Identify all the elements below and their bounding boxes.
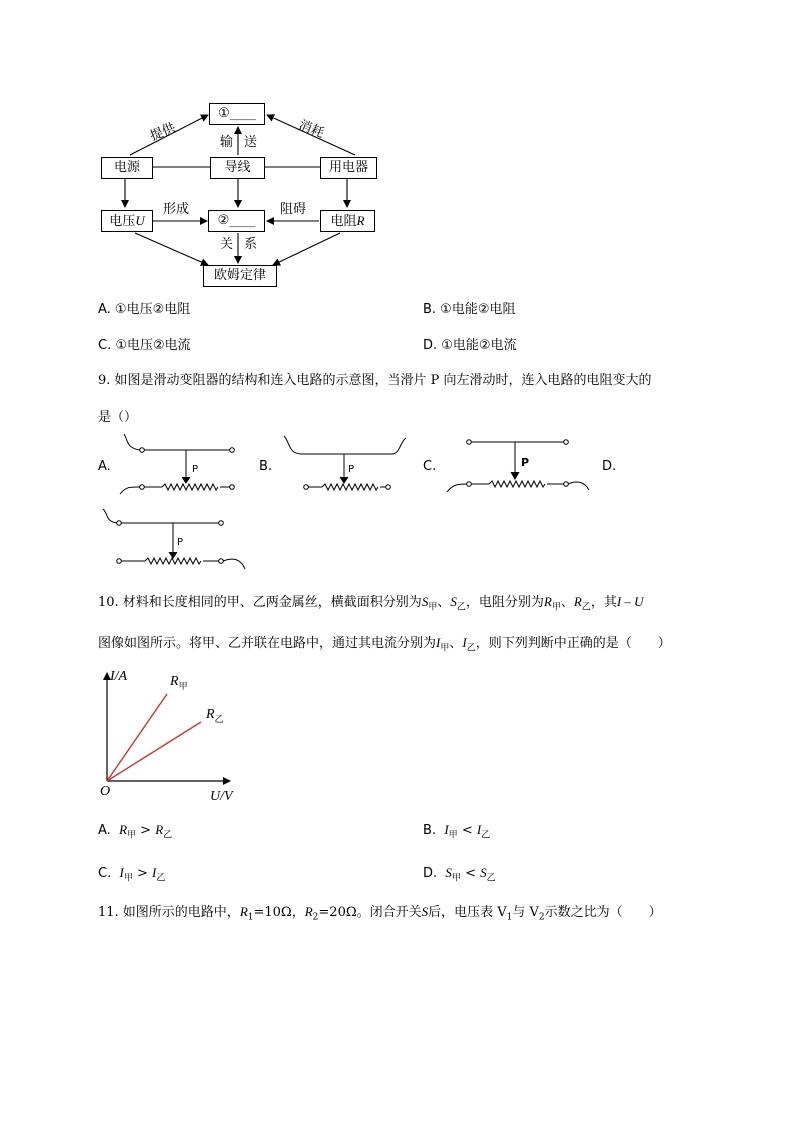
opt-d-lt: < [465,866,476,881]
q10-r-symbol: R [543,594,552,609]
opt-c-jia: 甲 [123,873,133,884]
q10-iu: I – U [616,594,644,609]
opt-c-i2: I [152,865,157,880]
q11-text-c: 与 V [512,905,539,920]
q8-option-b[interactable]: B. ①电能②电阻 [423,302,516,317]
q11-text-b: 后，电压表 V [428,905,507,920]
q11-r2-sub: 2 [312,912,319,923]
rheostat-b-slider-label: P [348,464,355,475]
opt-b-lt: < [461,823,473,838]
q10-option-a-letter: A. [98,823,111,838]
resistance-symbol: R [356,213,365,228]
q9-stem-line1: 9. 如图是滑动变阻器的结构和连入电路的示意图，当滑片 P 向左滑动时，连入电路的电阻变大的 [98,373,652,388]
opt-b-i2: I [476,822,482,837]
opt-b-jia: 甲 [448,830,458,841]
q10-text-c: ，其 [590,595,617,610]
q11-r1: R [239,904,248,919]
ohm-law-label: 欧姆定律 [213,268,266,283]
opt-c-i: I [119,865,124,880]
q10-text-e: ，则下列判断中正确的是（ ） [475,636,671,651]
q10-text-b: ，电阻分别为 [465,595,544,610]
q10-i-symbol: I [436,635,441,650]
power-source-box [101,157,153,179]
q10-option-b[interactable] [423,822,490,844]
q10-option-d[interactable] [423,865,496,887]
r-jia-symbol: R [170,674,179,689]
q10-text-a: 10. 材料和长度相同的甲、乙两金属丝，横截面积分别为 [98,595,422,610]
q10-i-jia: 甲 [440,643,450,654]
q10-s-symbol: S [421,594,429,609]
opt-a-r2: R [155,822,164,837]
line-r-jia [107,694,167,781]
resistance-label: 电阻 [330,214,357,229]
q10-i-symbol: I [462,635,467,650]
q10-dun: 、 [560,595,574,610]
q10-option-b-letter: B. [423,823,437,838]
q10-dun: 、 [449,636,463,651]
opt-a-jia: 甲 [127,830,137,841]
voltage-symbol: U [135,213,145,228]
q11-v2-sub: 2 [538,912,545,923]
opt-b-yi: 乙 [481,830,491,841]
ohm-law-box [203,265,277,287]
q11-stem [98,904,662,926]
q9-option-d[interactable]: D. [602,459,617,474]
y-axis-label: I/A [110,669,128,684]
q9-stem-line2: 是（） [98,410,138,425]
line-r-yi-label [206,705,224,729]
q10-stem-line2 [98,635,671,657]
resistance-box [320,210,375,232]
r-yi-symbol: R [206,707,215,722]
opt-d-s2: S [480,865,487,880]
q10-s-symbol: S [450,594,457,609]
q10-stem-line1 [98,594,644,616]
q10-s-yi: 乙 [456,602,466,613]
opt-d-yi: 乙 [486,873,496,884]
middle-node-label: ②____ [217,213,256,228]
opt-c-gt: > [136,866,148,881]
q11-r2: R [304,904,313,919]
opt-a-yi: 乙 [163,830,173,841]
appliance-box [320,157,377,179]
q11-text-a: 11. 如图所示的电路中， [98,905,240,920]
q10-r-symbol: R [573,594,582,609]
rheostat-d-slider-label: P [177,537,184,548]
q10-s-jia: 甲 [428,602,438,613]
q9-option-c[interactable]: C. [423,459,437,474]
r-jia-sub: 甲 [178,681,188,692]
q10-i-yi: 乙 [466,643,476,654]
q10-r-yi: 乙 [581,602,591,613]
provide-label: 提供 [147,120,178,145]
q8-option-d[interactable]: D. ①电能②电流 [423,338,517,353]
q8-option-a[interactable]: A. ①电压②电阻 [98,302,191,317]
top-node-box [209,103,265,125]
q10-option-d-letter: D. [423,866,438,881]
voltage-box [101,210,153,232]
q10-text-d: 图像如图所示。将甲、乙并联在电路中，通过其电流分别为 [98,636,437,651]
line-r-yi [107,722,201,781]
opt-a-r: R [119,822,128,837]
q10-dun: 、 [437,595,451,610]
origin-label: O [100,784,111,799]
q11-r2-val: =20Ω。闭合开关 [318,905,422,920]
power-source-label: 电源 [113,160,140,175]
q11-r1-sub: 1 [247,912,254,923]
relation-label-a: 关 [220,237,234,252]
hinder-label: 阻碍 [280,202,307,217]
q9-option-b[interactable]: B. [259,459,273,474]
rheostat-a [118,432,248,497]
q9-option-a[interactable]: A. [98,459,111,474]
voltage-label: 电压 [109,214,136,229]
rheostat-c [445,432,595,497]
transport-label-a: 输 [220,135,234,150]
q11-v1-sub: 1 [506,912,513,923]
q11-r1-val: =10Ω， [253,905,305,920]
relation-label-b: 系 [244,237,258,252]
opt-c-yi: 乙 [156,873,166,884]
x-axis-label: U/V [210,789,233,804]
form-label: 形成 [163,202,190,217]
opt-d-jia: 甲 [451,873,461,884]
opt-a-gt: > [140,823,152,838]
appliance-label: 用电器 [328,160,368,175]
q10-option-c[interactable] [98,865,165,887]
q8-option-c[interactable]: C. ①电压②电流 [98,338,191,353]
top-node-label: ①____ [218,106,256,121]
rheostat-a-slider-label: P [192,464,199,475]
opt-d-s: S [445,865,452,880]
q10-option-c-letter: C. [98,866,112,881]
r-yi-sub: 乙 [214,714,224,725]
wire-label: 导线 [224,160,251,175]
opt-b-i: I [444,822,449,837]
rheostat-c-slider-label: P [521,456,530,469]
consume-label: 消耗 [296,117,327,142]
q10-r-jia: 甲 [551,602,561,613]
wire-box [210,157,265,179]
rheostat-d [95,505,250,575]
q10-option-a[interactable] [98,822,172,844]
rheostat-b [282,432,412,497]
middle-node-box [208,210,265,232]
transport-label-b: 送 [244,135,258,150]
line-r-jia-label [170,672,188,696]
q11-switch: S [421,904,429,919]
q11-text-d: 示数之比为（ ） [544,905,662,920]
